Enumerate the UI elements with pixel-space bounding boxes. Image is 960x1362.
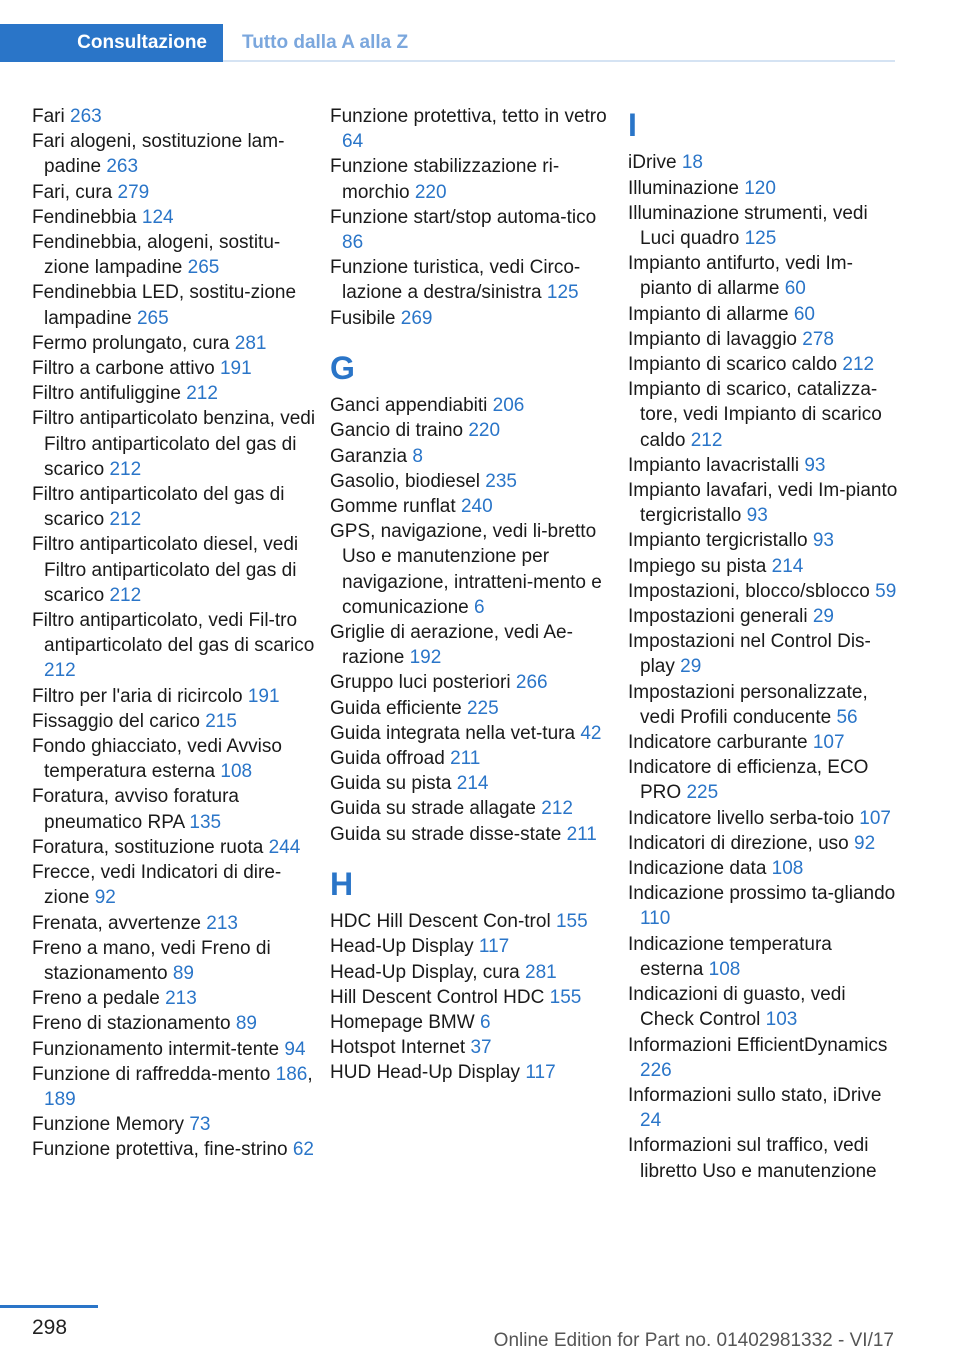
index-entry: Funzione di raffredda-mento 186, 189 (32, 1063, 313, 1110)
index-entry (628, 478, 900, 528)
page-reference-link[interactable]: 135 (189, 811, 222, 833)
index-entry (32, 1037, 322, 1062)
index-term: Guida integrata nella vet-tura (330, 722, 576, 744)
page-reference-link[interactable]: 37 (470, 1037, 492, 1059)
index-entry (628, 755, 900, 805)
page-reference-link[interactable]: 206 (492, 395, 525, 417)
index-entry (330, 255, 620, 305)
index-entry (32, 1137, 322, 1162)
index-entry (628, 377, 900, 453)
page-reference-link[interactable]: 265 (187, 257, 220, 279)
index-entry (628, 806, 900, 831)
index-term: Impostazioni nel Control Dis-play (628, 631, 871, 678)
page-reference-link[interactable]: 192 (409, 647, 442, 669)
index-entry (32, 1112, 322, 1137)
index-entry (628, 730, 900, 755)
page-reference-link[interactable]: 212 (109, 458, 142, 480)
page-reference-link[interactable]: 117 (525, 1062, 556, 1084)
index-term: Impianto lavafari, vedi Im-pianto tergicristallo (628, 480, 898, 527)
index-term: Head-Up Display (330, 936, 474, 958)
index-entry (628, 1033, 900, 1083)
page-reference-link[interactable]: 155 (549, 986, 582, 1008)
page-reference-link[interactable]: 244 (268, 836, 301, 858)
index-entry (330, 1035, 620, 1060)
index-entry (330, 519, 620, 620)
index-term: Guida efficiente (330, 697, 462, 719)
index-entry (330, 444, 620, 469)
index-term: Frenata, avvertenze (32, 912, 201, 934)
page-reference-link[interactable]: 213 (206, 912, 238, 934)
index-entry (32, 104, 322, 129)
index-term: Impostazioni personalizzate, vedi Profili conducente (628, 681, 868, 728)
page-reference-link[interactable]: 29 (812, 606, 834, 628)
page-reference-link[interactable]: 93 (812, 530, 834, 552)
page-reference-link[interactable]: 120 (744, 177, 776, 199)
index-term: Indicatore di efficienza, ECO PRO (628, 757, 869, 804)
index-term: Homepage BMW (330, 1012, 475, 1034)
index-term: Fendinebbia LED, sostitu-zione lampadine (32, 282, 297, 329)
page-number: 298 (32, 1316, 68, 1339)
page-reference-link[interactable]: 117 (478, 936, 510, 958)
index-entry (628, 302, 900, 327)
index-entry (32, 1011, 322, 1036)
index-entry (628, 327, 900, 352)
index-entry (32, 129, 322, 179)
index-term: Indicatori di direzione, uso (628, 832, 849, 854)
index-entry (32, 356, 322, 381)
page-reference-link[interactable]: 93 (746, 505, 768, 527)
page-reference-link[interactable]: 220 (468, 420, 501, 442)
index-term: Funzione start/stop automa-tico (330, 206, 597, 228)
index-entry (32, 230, 322, 280)
index-entry (628, 251, 900, 301)
page-reference-link[interactable]: 213 (165, 988, 197, 1010)
index-entry (32, 784, 322, 834)
section-letter: I (628, 107, 637, 143)
index-term: Fari alogeni, sostituzione lam-padine (32, 131, 285, 178)
page-reference-link[interactable]: 212 (690, 429, 723, 451)
page-reference-link[interactable]: 266 (515, 672, 548, 694)
index-entry (330, 154, 620, 204)
index-term: Guida su pista (330, 773, 452, 795)
index-term: Guida su strade allagate (330, 798, 536, 820)
page-reference-link[interactable]: 108 (708, 958, 741, 980)
index-term: Indicatore carburante (628, 732, 808, 754)
index-term: Head-Up Display, cura (330, 961, 520, 983)
index-term: Freno di stazionamento (32, 1013, 231, 1035)
index-column-1 (32, 104, 322, 1163)
index-term: Filtro a carbone attivo (32, 358, 215, 380)
tab-consultazione[interactable]: Consultazione (0, 24, 223, 62)
page-reference-link[interactable]: 24 (640, 1110, 662, 1132)
page-reference-link[interactable]: 64 (342, 131, 364, 153)
index-term: Illuminazione (628, 177, 739, 199)
index-entry (32, 482, 322, 532)
page-reference-link[interactable]: 124 (141, 206, 174, 228)
index-entry (330, 670, 620, 695)
page-reference-link[interactable]: 263 (106, 156, 139, 178)
index-term: Impostazioni, blocco/sblocco (628, 580, 870, 602)
index-entry (628, 932, 900, 982)
index-entry (32, 734, 322, 784)
page-reference-link[interactable]: 92 (94, 887, 116, 909)
index-term: Filtro antiparticolato, vedi Fil-tro antiparticolato del gas di scarico (32, 610, 315, 657)
index-term: iDrive (628, 152, 677, 174)
page-reference-link[interactable]: 186 (275, 1063, 308, 1085)
index-entry (628, 856, 900, 881)
page-reference-link[interactable]: 89 (235, 1013, 257, 1035)
index-term: Filtro antiparticolato del gas di scarico (32, 484, 285, 531)
page-header (0, 0, 960, 62)
index-entry (628, 680, 900, 730)
page-reference-link[interactable]: 42 (580, 722, 602, 744)
page-reference-link[interactable]: 281 (234, 332, 267, 354)
page-reference-link[interactable]: 214 (456, 773, 489, 795)
index-entry (330, 985, 620, 1010)
index-term: Fari, cura (32, 181, 113, 203)
page-reference-link[interactable]: 212 (109, 509, 142, 531)
index-term: Griglie di aerazione, vedi Ae-razione (330, 622, 573, 669)
index-entry (628, 176, 900, 201)
index-entry (330, 1060, 620, 1085)
index-term: Gasolio, biodiesel (330, 470, 480, 492)
page-reference-link[interactable]: 225 (466, 697, 499, 719)
index-entry (330, 771, 620, 796)
index-term: Filtro antifuliggine (32, 383, 181, 405)
index-term: Fari (32, 106, 65, 127)
index-term: Hotspot Internet (330, 1037, 466, 1059)
edition-footer: Online Edition for Part no. 01402981332 - VI/17 (493, 1330, 894, 1351)
index-entry (32, 205, 322, 230)
index-term: HUD Head-Up Display (330, 1062, 521, 1084)
page-reference-link[interactable]: 92 (854, 832, 876, 854)
page-reference-link[interactable]: 110 (640, 908, 671, 930)
index-entry (628, 352, 900, 377)
index-entry (32, 331, 322, 356)
index-entry (32, 835, 322, 860)
index-term: Filtro per l'aria di ricircolo (32, 685, 243, 707)
index-term: Funzione Memory (32, 1114, 185, 1136)
index-term: Impianto di allarme (628, 303, 789, 325)
index-entry (32, 532, 322, 608)
page-reference-link[interactable]: 73 (189, 1114, 211, 1136)
index-entry (330, 469, 620, 494)
page-reference-link[interactable]: 29 (680, 656, 702, 678)
page-reference-link[interactable]: 191 (219, 358, 252, 380)
index-term: Impianto lavacristalli (628, 454, 800, 476)
page-reference-link[interactable]: 191 (247, 685, 280, 707)
index-entry (628, 150, 900, 175)
index-entry (628, 831, 900, 856)
index-term: Funzionamento intermit-tente (32, 1038, 280, 1060)
page-reference-link[interactable]: 212 (109, 584, 142, 606)
index-term: Freno a pedale (32, 988, 160, 1010)
index-entry (330, 796, 620, 821)
index-term: Guida su strade disse-state (330, 823, 562, 845)
index-term: Indicazioni di guasto, vedi Check Control (628, 984, 846, 1031)
index-term: Impiego su pista (628, 555, 767, 577)
page-reference-link[interactable]: 279 (117, 181, 150, 203)
index-entry (330, 494, 620, 519)
index-term: Foratura, avviso foratura pneumatico RPA (32, 786, 239, 833)
page-reference-link[interactable]: 62 (292, 1139, 314, 1161)
page-reference-link[interactable]: 269 (400, 307, 433, 329)
index-term: Fendinebbia, alogeni, sostitu-zione lampadine (32, 232, 281, 279)
page-reference-link[interactable]: 225 (686, 782, 719, 804)
index-entry (32, 280, 322, 330)
footer-divider (0, 1305, 98, 1308)
page-reference-link[interactable]: 220 (414, 181, 447, 203)
page-reference-link[interactable]: 108 (220, 761, 253, 783)
index-term: Fissaggio del carico (32, 710, 200, 732)
index-term: Fondo ghiacciato, vedi Avviso temperatura esterna (32, 736, 282, 783)
index-entry (628, 982, 900, 1032)
page-reference-link[interactable]: 281 (525, 961, 557, 983)
header-divider (223, 60, 895, 62)
index-entry (330, 696, 620, 721)
index-entry (32, 860, 322, 910)
index-term: Guida offroad (330, 748, 445, 770)
page-reference-link[interactable]: 94 (284, 1038, 306, 1060)
page-reference-link[interactable]: 212 (842, 354, 875, 376)
index-term: Indicazione data (628, 858, 767, 880)
index-term: Impianto di scarico, catalizza-tore, vedi Impianto di scarico caldo (628, 379, 882, 451)
index-column-2 (330, 104, 620, 1086)
index-term: Informazioni sul traffico, vedi libretto Uso e manutenzione (628, 1135, 877, 1182)
page-reference-link[interactable]: 235 (485, 470, 517, 492)
index-term: Funzione turistica, vedi Circo-lazione a destra/sinistra (330, 257, 581, 304)
index-term: Hill Descent Control HDC (330, 986, 545, 1008)
page-reference-link[interactable]: 8 (412, 445, 423, 467)
index-entry (330, 205, 620, 255)
page-reference-link[interactable]: 93 (804, 454, 826, 476)
index-term: Illuminazione strumenti, vedi Luci quadro (628, 202, 868, 249)
index-term: Filtro antiparticolato benzina, vedi Filtro antiparticolato del gas di scarico (32, 408, 316, 480)
index-entry (32, 936, 322, 986)
index-term: Funzione di raffredda-mento (32, 1063, 271, 1085)
index-entry (32, 381, 322, 406)
page-reference-link[interactable]: 226 (640, 1059, 672, 1081)
page-reference-link[interactable]: 215 (205, 710, 237, 732)
index-term: Freno a mano, vedi Freno di stazionamento (32, 937, 271, 984)
index-entry (330, 721, 620, 746)
page-reference-link[interactable]: 86 (342, 232, 364, 254)
index-term: Impianto antifurto, vedi Im-pianto di allarme (628, 253, 853, 300)
index-term: Gancio di traino (330, 420, 464, 442)
page-reference-link[interactable]: 125 (546, 282, 579, 304)
page-reference-link[interactable]: 103 (765, 1009, 798, 1031)
index-entry (330, 393, 620, 418)
page-reference-link[interactable]: 60 (793, 303, 815, 325)
page-reference-link[interactable]: 6 (479, 1012, 491, 1034)
index-entry (330, 104, 620, 154)
page-reference-link[interactable]: 125 (744, 228, 777, 249)
index-term: Informazioni EfficientDynamics (628, 1034, 888, 1056)
index-entry (330, 934, 620, 959)
index-entry (32, 911, 322, 936)
page-reference-link[interactable]: 107 (812, 732, 845, 754)
index-entry (330, 822, 620, 847)
index-entry (32, 986, 322, 1011)
index-entry (628, 629, 900, 679)
index-term: GPS, navigazione, vedi li-bretto Uso e manutenzione per navigazione, intratteni-mento e comunicazione (330, 521, 602, 618)
page-reference-link[interactable]: 56 (836, 706, 858, 728)
page-reference-link[interactable]: 189 (44, 1088, 76, 1110)
page-reference-link[interactable]: 6 (474, 596, 485, 618)
index-term: Filtro antiparticolato diesel, vedi Filtro antiparticolato del gas di scarico (32, 534, 299, 606)
index-term: Gomme runflat (330, 496, 456, 518)
index-term: Impianto di lavaggio (628, 328, 797, 350)
index-term: Indicazione prossimo ta-gliando (628, 883, 896, 905)
index-entry (628, 579, 900, 604)
index-entry (330, 418, 620, 443)
page-reference-link[interactable]: 212 (186, 383, 218, 405)
page-reference-link[interactable]: 155 (555, 911, 588, 933)
section-letter: H (330, 865, 354, 902)
index-entry (628, 1133, 900, 1183)
index-entry (330, 620, 620, 670)
index-entry (330, 746, 620, 771)
index-term: Foratura, sostituzione ruota (32, 836, 264, 858)
page-reference-link[interactable]: 212 (44, 660, 76, 682)
page-reference-link[interactable]: 60 (784, 278, 806, 300)
index-term: Funzione stabilizzazione ri-morchio (330, 156, 560, 203)
index-entry (628, 201, 900, 251)
index-entry (330, 1010, 620, 1035)
index-term: Impianto tergicristallo (628, 530, 808, 552)
index-term: Informazioni sullo stato, iDrive (628, 1084, 882, 1106)
index-term: Garanzia (330, 445, 408, 467)
index-entry (628, 528, 900, 553)
section-letter: G (330, 349, 355, 386)
page-reference-link[interactable]: 108 (771, 858, 804, 880)
index-term: Impostazioni generali (628, 606, 808, 628)
index-entry (330, 960, 620, 985)
index-term: Gruppo luci posteriori (330, 672, 511, 694)
index-term: Funzione protettiva, fine-strino (32, 1139, 288, 1161)
page-reference-link[interactable]: 59 (875, 580, 897, 602)
index-term: Funzione protettiva, tetto in vetro (330, 106, 607, 127)
page-reference-link[interactable]: 89 (172, 962, 194, 984)
index-entry (32, 608, 322, 684)
index-entry (628, 881, 900, 931)
index-term: Fendinebbia (32, 206, 137, 228)
page-reference-link[interactable]: 18 (681, 152, 703, 174)
index-entry (32, 406, 322, 482)
index-entry (628, 604, 900, 629)
page-reference-link[interactable]: 212 (541, 798, 573, 820)
page-reference-link[interactable]: 265 (136, 307, 169, 329)
index-term: Indicazione temperatura esterna (628, 933, 832, 980)
index-term: Fusibile (330, 307, 396, 329)
index-column-3 (628, 104, 900, 1184)
page-reference-link[interactable]: 211 (566, 823, 597, 845)
page-reference-link[interactable]: 240 (460, 496, 493, 518)
index-term: Ganci appendiabiti (330, 395, 488, 417)
index-entry (628, 554, 900, 579)
page-reference-link[interactable]: 263 (70, 106, 102, 127)
index-entry (32, 709, 322, 734)
index-entry (330, 909, 620, 934)
page-reference-link[interactable]: 278 (802, 328, 834, 350)
index-term: Frecce, vedi Indicatori di dire-zione (32, 862, 282, 909)
index-term: Fermo prolungato, cura (32, 332, 230, 354)
index-term: Impianto di scarico caldo (628, 354, 838, 376)
index-entry (330, 306, 620, 331)
index-entry (32, 180, 322, 205)
index-entry (628, 1083, 900, 1133)
tab-tutto-dalla-a-alla-z[interactable]: Tutto dalla A alla Z (242, 32, 409, 53)
index-term: HDC Hill Descent Con-trol (330, 911, 551, 933)
page-reference-link[interactable]: 107 (859, 807, 891, 829)
page-reference-link[interactable]: 214 (771, 555, 804, 577)
index-entry (628, 453, 900, 478)
index-entry (32, 684, 322, 709)
index-term: Indicatore livello serba-toio (628, 807, 855, 829)
page-reference-link[interactable]: 211 (450, 748, 481, 770)
